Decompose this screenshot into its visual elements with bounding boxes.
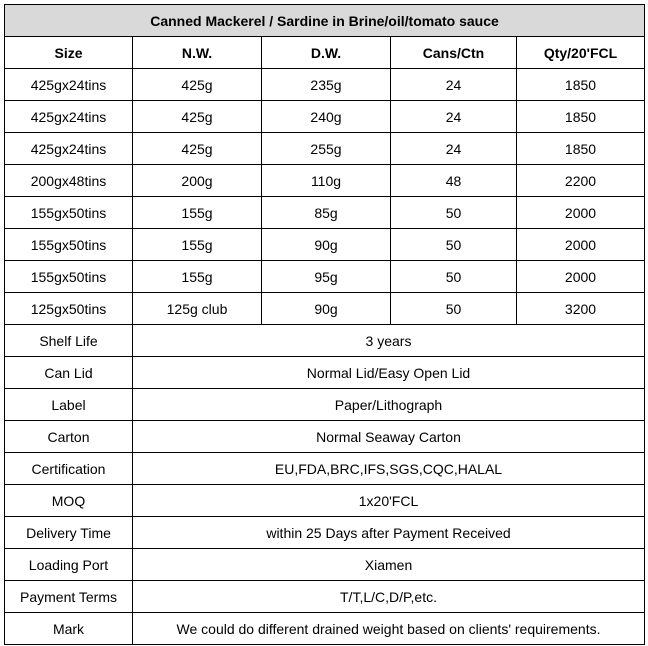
cell-qty-per-container: 2000: [517, 197, 645, 229]
product-spec-table: [4, 4, 645, 645]
table-row: [5, 229, 645, 261]
header-net-weight: N.W.: [133, 37, 262, 69]
detail-value: We could do different drained weight based on clients' requirements.: [133, 613, 645, 645]
cell-net-weight: 425g: [133, 69, 262, 101]
detail-row-payment-terms: [5, 581, 645, 613]
cell-qty-per-container: 1850: [517, 133, 645, 165]
detail-label: Certification: [5, 453, 133, 485]
cell-size: 155gx50tins: [5, 229, 133, 261]
detail-value: EU,FDA,BRC,IFS,SGS,CQC,HALAL: [133, 453, 645, 485]
detail-row-delivery-time: [5, 517, 645, 549]
header-qty-per-container: Qty/20'FCL: [517, 37, 645, 69]
cell-cans-per-carton: 48: [391, 165, 517, 197]
cell-drained-weight: 255g: [262, 133, 391, 165]
cell-cans-per-carton: 50: [391, 261, 517, 293]
detail-value: Xiamen: [133, 549, 645, 581]
detail-row-can-lid: [5, 357, 645, 389]
detail-value: T/T,L/C,D/P,etc.: [133, 581, 645, 613]
detail-value: Normal Seaway Carton: [133, 421, 645, 453]
detail-value: 3 years: [133, 325, 645, 357]
cell-qty-per-container: 3200: [517, 293, 645, 325]
detail-row-label: [5, 389, 645, 421]
cell-qty-per-container: 2200: [517, 165, 645, 197]
cell-net-weight: 425g: [133, 101, 262, 133]
detail-value: Paper/Lithograph: [133, 389, 645, 421]
cell-drained-weight: 240g: [262, 101, 391, 133]
cell-cans-per-carton: 50: [391, 293, 517, 325]
cell-size: 125gx50tins: [5, 293, 133, 325]
table-row: [5, 69, 645, 101]
cell-drained-weight: 90g: [262, 293, 391, 325]
cell-net-weight: 200g: [133, 165, 262, 197]
cell-net-weight: 155g: [133, 261, 262, 293]
table-row: [5, 293, 645, 325]
cell-cans-per-carton: 50: [391, 197, 517, 229]
detail-row-moq: [5, 485, 645, 517]
cell-qty-per-container: 2000: [517, 229, 645, 261]
cell-cans-per-carton: 24: [391, 133, 517, 165]
cell-size: 155gx50tins: [5, 197, 133, 229]
cell-size: 200gx48tins: [5, 165, 133, 197]
detail-label: Payment Terms: [5, 581, 133, 613]
cell-size: 425gx24tins: [5, 101, 133, 133]
cell-cans-per-carton: 50: [391, 229, 517, 261]
table-row: [5, 101, 645, 133]
detail-row-loading-port: [5, 549, 645, 581]
cell-size: 155gx50tins: [5, 261, 133, 293]
detail-row-carton: [5, 421, 645, 453]
table-title-row: [5, 5, 645, 37]
cell-net-weight: 425g: [133, 133, 262, 165]
cell-net-weight: 155g: [133, 229, 262, 261]
detail-value: within 25 Days after Payment Received: [133, 517, 645, 549]
detail-label: Label: [5, 389, 133, 421]
cell-qty-per-container: 2000: [517, 261, 645, 293]
cell-drained-weight: 85g: [262, 197, 391, 229]
detail-label: Mark: [5, 613, 133, 645]
cell-size: 425gx24tins: [5, 69, 133, 101]
cell-net-weight: 155g: [133, 197, 262, 229]
cell-cans-per-carton: 24: [391, 69, 517, 101]
table-row: [5, 197, 645, 229]
detail-value: 1x20'FCL: [133, 485, 645, 517]
header-row: [5, 37, 645, 69]
detail-row-mark: [5, 613, 645, 645]
cell-drained-weight: 95g: [262, 261, 391, 293]
table-row: [5, 133, 645, 165]
detail-label: Can Lid: [5, 357, 133, 389]
cell-net-weight: 125g club: [133, 293, 262, 325]
table-row: [5, 165, 645, 197]
cell-qty-per-container: 1850: [517, 69, 645, 101]
cell-cans-per-carton: 24: [391, 101, 517, 133]
table-title: Canned Mackerel / Sardine in Brine/oil/tomato sauce: [5, 5, 645, 37]
detail-label: Carton: [5, 421, 133, 453]
detail-row-shelf-life: [5, 325, 645, 357]
cell-size: 425gx24tins: [5, 133, 133, 165]
detail-label: Loading Port: [5, 549, 133, 581]
cell-drained-weight: 110g: [262, 165, 391, 197]
detail-row-certification: [5, 453, 645, 485]
cell-drained-weight: 90g: [262, 229, 391, 261]
detail-label: MOQ: [5, 485, 133, 517]
table-row: [5, 261, 645, 293]
header-size: Size: [5, 37, 133, 69]
header-cans-per-carton: Cans/Ctn: [391, 37, 517, 69]
cell-qty-per-container: 1850: [517, 101, 645, 133]
detail-value: Normal Lid/Easy Open Lid: [133, 357, 645, 389]
cell-drained-weight: 235g: [262, 69, 391, 101]
detail-label: Delivery Time: [5, 517, 133, 549]
detail-label: Shelf Life: [5, 325, 133, 357]
header-drained-weight: D.W.: [262, 37, 391, 69]
